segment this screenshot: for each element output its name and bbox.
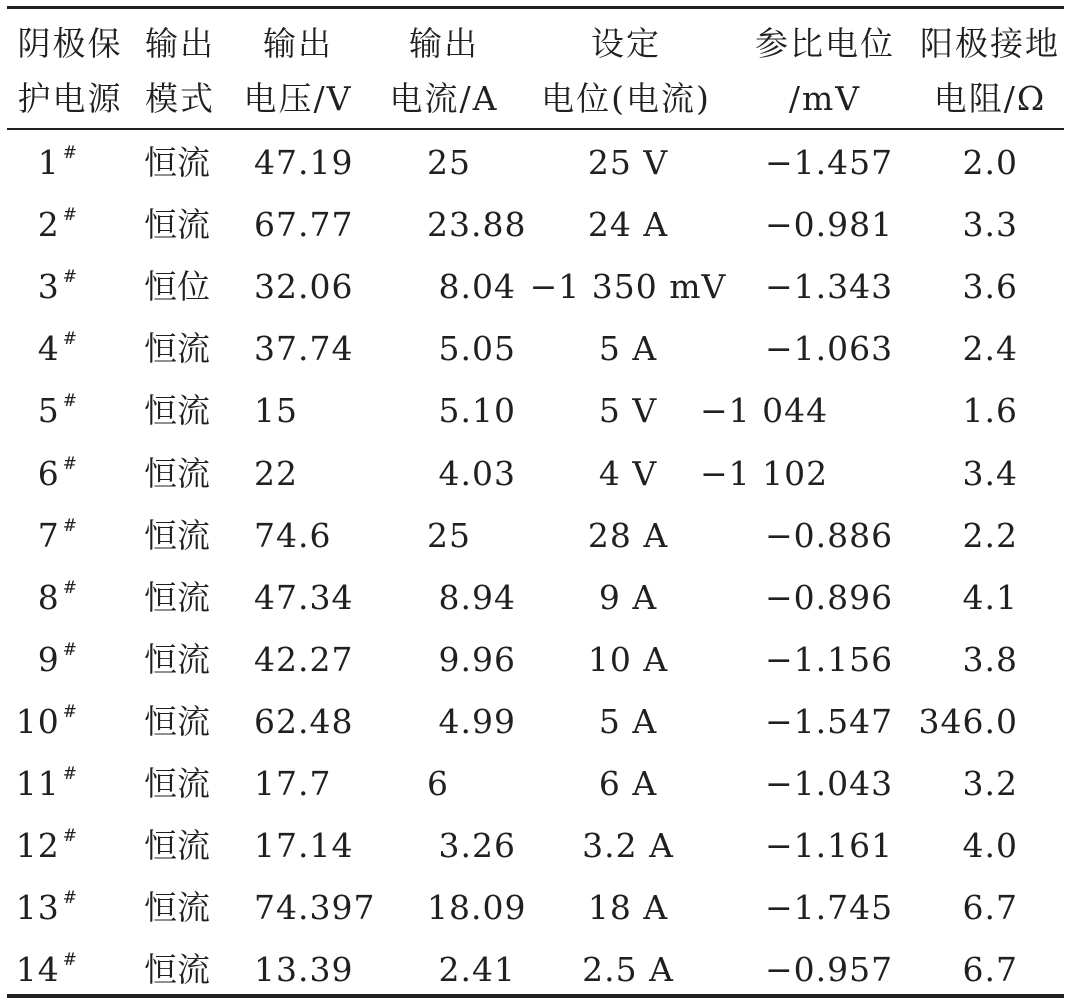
cell-setpoint: 10 A (587, 640, 669, 679)
cell-mode: 恒流 (144, 391, 210, 430)
header-power-supply-line2: 护电源 (17, 79, 123, 118)
cell-current: 6 (427, 764, 449, 803)
row-id-suffix: # (62, 454, 78, 474)
row-id-suffix: # (62, 702, 78, 722)
cell-mode: 恒流 (144, 764, 210, 803)
row-id-number: 12 (15, 826, 60, 865)
cell-ref-potential: −1.063 (765, 329, 894, 368)
cell-ref-potential: −1.457 (765, 143, 894, 182)
cell-voltage: 17.7 (254, 764, 332, 803)
cell-ref-potential: −0.896 (765, 578, 894, 617)
cell-anode-resistance: 346.0 (918, 702, 1018, 741)
row-id-suffix: # (62, 950, 78, 970)
row-id-suffix: # (62, 143, 78, 163)
row-id (15, 826, 78, 865)
cell-mode: 恒流 (144, 888, 210, 927)
cell-current: 5.05 (438, 329, 516, 368)
cell-anode-resistance: 6.7 (962, 950, 1018, 989)
cell-current: 4.03 (438, 454, 516, 493)
header-setpoint-line2: 电位(电流) (541, 79, 711, 118)
row-id-number: 9 (37, 640, 60, 679)
cell-current: 8.04 (438, 267, 516, 306)
row-id (37, 143, 78, 182)
cell-voltage: 13.39 (254, 950, 354, 989)
row-id (37, 454, 78, 493)
header-ref-potential-line2: /mV (788, 79, 862, 118)
row-id-suffix: # (62, 205, 78, 225)
row-id-suffix: # (62, 640, 78, 660)
cell-ref-potential: −1.161 (765, 826, 894, 865)
cell-voltage: 37.74 (254, 329, 354, 368)
cell-ref-potential: −0.957 (765, 950, 894, 989)
cell-voltage: 74.397 (254, 888, 376, 927)
cell-anode-resistance: 4.1 (962, 578, 1018, 617)
row-id-number: 4 (37, 329, 60, 368)
header-output-current-line2: 电流/A (389, 79, 499, 118)
row-id-suffix: # (62, 329, 78, 349)
cell-ref-potential: −1.343 (765, 267, 894, 306)
cell-mode: 恒流 (144, 950, 210, 989)
cell-voltage: 47.19 (254, 143, 354, 182)
cell-current: 25 (427, 143, 471, 182)
cell-mode: 恒流 (144, 143, 210, 182)
row-id-number: 14 (15, 950, 60, 989)
cell-current: 8.94 (438, 578, 516, 617)
cell-anode-resistance: 3.3 (962, 205, 1018, 244)
cell-voltage: 22 (254, 454, 298, 493)
header-output-mode-line2: 模式 (145, 79, 215, 118)
table-bottom-rule (7, 994, 1064, 998)
cell-anode-resistance: 3.8 (962, 640, 1018, 679)
row-id-number: 11 (15, 764, 60, 803)
cell-setpoint: 2.5 A (582, 950, 674, 989)
cell-voltage: 42.27 (254, 640, 354, 679)
row-id-suffix: # (62, 764, 78, 784)
cell-setpoint: 18 A (587, 888, 669, 927)
row-id (37, 578, 78, 617)
cell-current: 2.41 (438, 950, 516, 989)
row-id-number: 2 (37, 205, 60, 244)
cell-ref-potential: −1.156 (765, 640, 894, 679)
header-ref-potential-line1: 参比电位 (755, 24, 895, 63)
cell-setpoint: 28 A (587, 516, 669, 555)
cell-mode: 恒位 (144, 267, 210, 306)
row-id (37, 391, 78, 430)
cell-current: 23.88 (427, 205, 527, 244)
header-output-mode-line1: 输出 (145, 24, 215, 63)
row-id-number: 8 (37, 578, 60, 617)
row-id (37, 640, 78, 679)
cell-anode-resistance: 1.6 (962, 391, 1018, 430)
cell-anode-resistance: 3.2 (962, 764, 1018, 803)
row-id (15, 702, 78, 741)
cell-ref-potential: −0.981 (765, 205, 894, 244)
cell-ref-potential: −1 102 (700, 454, 829, 493)
cell-setpoint: 5 A (598, 702, 658, 741)
cell-ref-potential: −1.745 (765, 888, 894, 927)
cell-setpoint: 6 A (598, 764, 658, 803)
cell-voltage: 15 (254, 391, 298, 430)
row-id (15, 950, 78, 989)
row-id-number: 3 (37, 267, 60, 306)
cell-anode-resistance: 2.4 (962, 329, 1018, 368)
row-id-number: 10 (15, 702, 60, 741)
row-id-number: 7 (37, 516, 60, 555)
cell-mode: 恒流 (144, 702, 210, 741)
header-output-current-line1: 输出 (409, 24, 479, 63)
row-id (37, 267, 78, 306)
row-id-suffix: # (62, 391, 78, 411)
cell-current: 4.99 (438, 702, 516, 741)
table-top-rule (7, 6, 1064, 9)
cell-setpoint: 4 V (598, 454, 658, 493)
cell-anode-resistance: 4.0 (962, 826, 1018, 865)
row-id-suffix: # (62, 578, 78, 598)
cell-mode: 恒流 (144, 329, 210, 368)
row-id-number: 1 (37, 143, 60, 182)
header-setpoint-line1: 设定 (591, 24, 661, 63)
row-id (37, 329, 78, 368)
cell-current: 18.09 (427, 888, 527, 927)
cell-mode: 恒流 (144, 826, 210, 865)
row-id-suffix: # (62, 888, 78, 908)
row-id-number: 6 (37, 454, 60, 493)
cell-mode: 恒流 (144, 578, 210, 617)
header-anode-resistance-line1: 阳极接地 (920, 24, 1060, 63)
cell-setpoint: −1 350 mV (529, 267, 727, 306)
cell-current: 25 (427, 516, 471, 555)
cell-ref-potential: −0.886 (765, 516, 894, 555)
cell-current: 9.96 (438, 640, 516, 679)
header-anode-resistance-line2: 电阻/Ω (933, 79, 1047, 118)
cell-voltage: 62.48 (254, 702, 354, 741)
cell-setpoint: 3.2 A (582, 826, 674, 865)
cell-mode: 恒流 (144, 205, 210, 244)
row-id (37, 516, 78, 555)
cell-current: 3.26 (438, 826, 516, 865)
cell-anode-resistance: 3.6 (962, 267, 1018, 306)
cell-voltage: 74.6 (254, 516, 332, 555)
cell-anode-resistance: 2.0 (962, 143, 1018, 182)
cell-voltage: 67.77 (254, 205, 354, 244)
cell-ref-potential: −1.043 (765, 764, 894, 803)
row-id-number: 5 (37, 391, 60, 430)
header-output-voltage-line2: 电压/V (243, 79, 353, 118)
cell-mode: 恒流 (144, 516, 210, 555)
row-id (15, 764, 78, 803)
cell-setpoint: 24 A (587, 205, 669, 244)
header-power-supply-line1: 阴极保 (17, 24, 123, 63)
cell-mode: 恒流 (144, 640, 210, 679)
row-id-suffix: # (62, 826, 78, 846)
cell-anode-resistance: 3.4 (962, 454, 1018, 493)
cell-mode: 恒流 (144, 454, 210, 493)
row-id-suffix: # (62, 267, 78, 287)
row-id (37, 205, 78, 244)
cell-current: 5.10 (438, 391, 516, 430)
cell-setpoint: 5 A (598, 329, 658, 368)
cell-voltage: 17.14 (254, 826, 354, 865)
cell-anode-resistance: 2.2 (962, 516, 1018, 555)
cell-ref-potential: −1.547 (765, 702, 894, 741)
cell-setpoint: 25 V (587, 143, 669, 182)
row-id-suffix: # (62, 516, 78, 536)
cell-setpoint: 5 V (598, 391, 658, 430)
table-header-rule (7, 128, 1064, 130)
cell-voltage: 32.06 (254, 267, 354, 306)
cell-setpoint: 9 A (598, 578, 658, 617)
row-id (15, 888, 78, 927)
header-output-voltage-line1: 输出 (263, 24, 333, 63)
cell-anode-resistance: 6.7 (962, 888, 1018, 927)
cell-voltage: 47.34 (254, 578, 354, 617)
cell-ref-potential: −1 044 (700, 391, 829, 430)
row-id-number: 13 (15, 888, 60, 927)
